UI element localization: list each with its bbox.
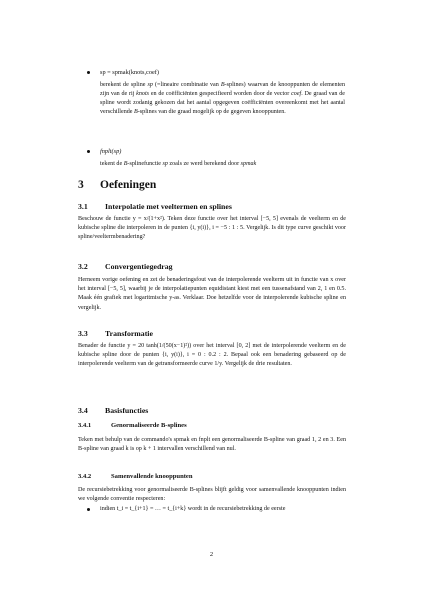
subsection-heading: 3.2 Convergentiegedrag bbox=[78, 262, 173, 271]
paragraph: Herneem vorige oefening en zet de benaderingsfout van de interpolerende veelterm uit in functie van x over het interval [−5, 5], waarbij je de interpolatiepunten equidistant kiest met een tussenafstand van 2, 1 en 0.5. Maak één grafiek met logaritmische y-as. Verklaar. Doe hetzelfde voor de interpolerende kubische spline en vergelijk. bbox=[78, 277, 346, 311]
fnplt-definition: fnplt(sp) bbox=[100, 148, 122, 155]
bullet-icon bbox=[87, 150, 90, 153]
subsubsection-heading: 3.4.1 Genormaliseerde B-splines bbox=[78, 422, 187, 429]
spmak-description: berekent de spline sp (=lineaire combinatie van B-splines) waarvan de knooppunten de elementen zijn van de rij knots en de coëfficiënten gespecifieerd worden door de vector coef. De graad van de spline wordt zodanig gekozen dat het aantal opgegeven coëfficiënten overeenkomt met het aantal verschillende B-splines van die graad mogelijk op de gegeven knooppunten. bbox=[100, 82, 346, 115]
subsection-heading: 3.1 Interpolatie met veeltermen en splines bbox=[78, 202, 232, 211]
list-item: indien t_i = t_{i+1} = … = t_{i+k} wordt in de recursiebetrekking de eerste bbox=[100, 505, 346, 514]
spmak-definition: sp = spmak(knots,coef) bbox=[100, 69, 159, 76]
spmak-item bbox=[100, 68, 345, 117]
bullet-icon bbox=[87, 508, 90, 511]
bullet-icon bbox=[87, 71, 90, 74]
paragraph: Benader de functie y = 20 tanh(1/(50(x−1)²)) over het interval [0, 2] met de interpolerende veelterm en de kubische spline door de punten {i, y(i)}, i = 0 : 0.2 : 2. Bepaal ook een benadering gebaseerd op de interpolerende veelterm van de getransformeerde curve 1/y. Vergelijk de drie resultaten. bbox=[78, 343, 346, 368]
paragraph: Teken met behulp van de commando's spmak en fnplt een genormaliseerde B-spline van graad 1, 2 en 3. Een B-spline van graad k is op k + 1 intervallen verschillend van nul. bbox=[78, 437, 346, 453]
fnplt-description: tekent de B-splinefunctie sp zoals ze werd berekend door spmak bbox=[100, 161, 257, 167]
subsection-heading: 3.3 Transformatie bbox=[78, 329, 153, 338]
paragraph: De recursiebetrekking voor genormaliseerde B-splines blijft geldig voor samenvallende knooppunten indien we volgende conventie respecteren: bbox=[78, 487, 346, 503]
paragraph: Beschouw de functie y = x/(1+x²). Teken deze functie over het interval [−5, 5] evenals de veelterm en de kubische spline die interpoleren in de punten {i, y(i)}, i = −5 : 1 : 5. Vergelijk. Is dit type curve geschikt voor spline/veeltermbenadering? bbox=[78, 216, 346, 241]
fnplt-item bbox=[100, 147, 345, 169]
page-number: 2 bbox=[209, 551, 214, 558]
subsection-heading: 3.4 Basisfuncties bbox=[78, 406, 149, 415]
subsubsection-heading: 3.4.2 Samenvallende knooppunten bbox=[78, 473, 193, 480]
section-heading: 3 Oefeningen bbox=[78, 179, 157, 191]
